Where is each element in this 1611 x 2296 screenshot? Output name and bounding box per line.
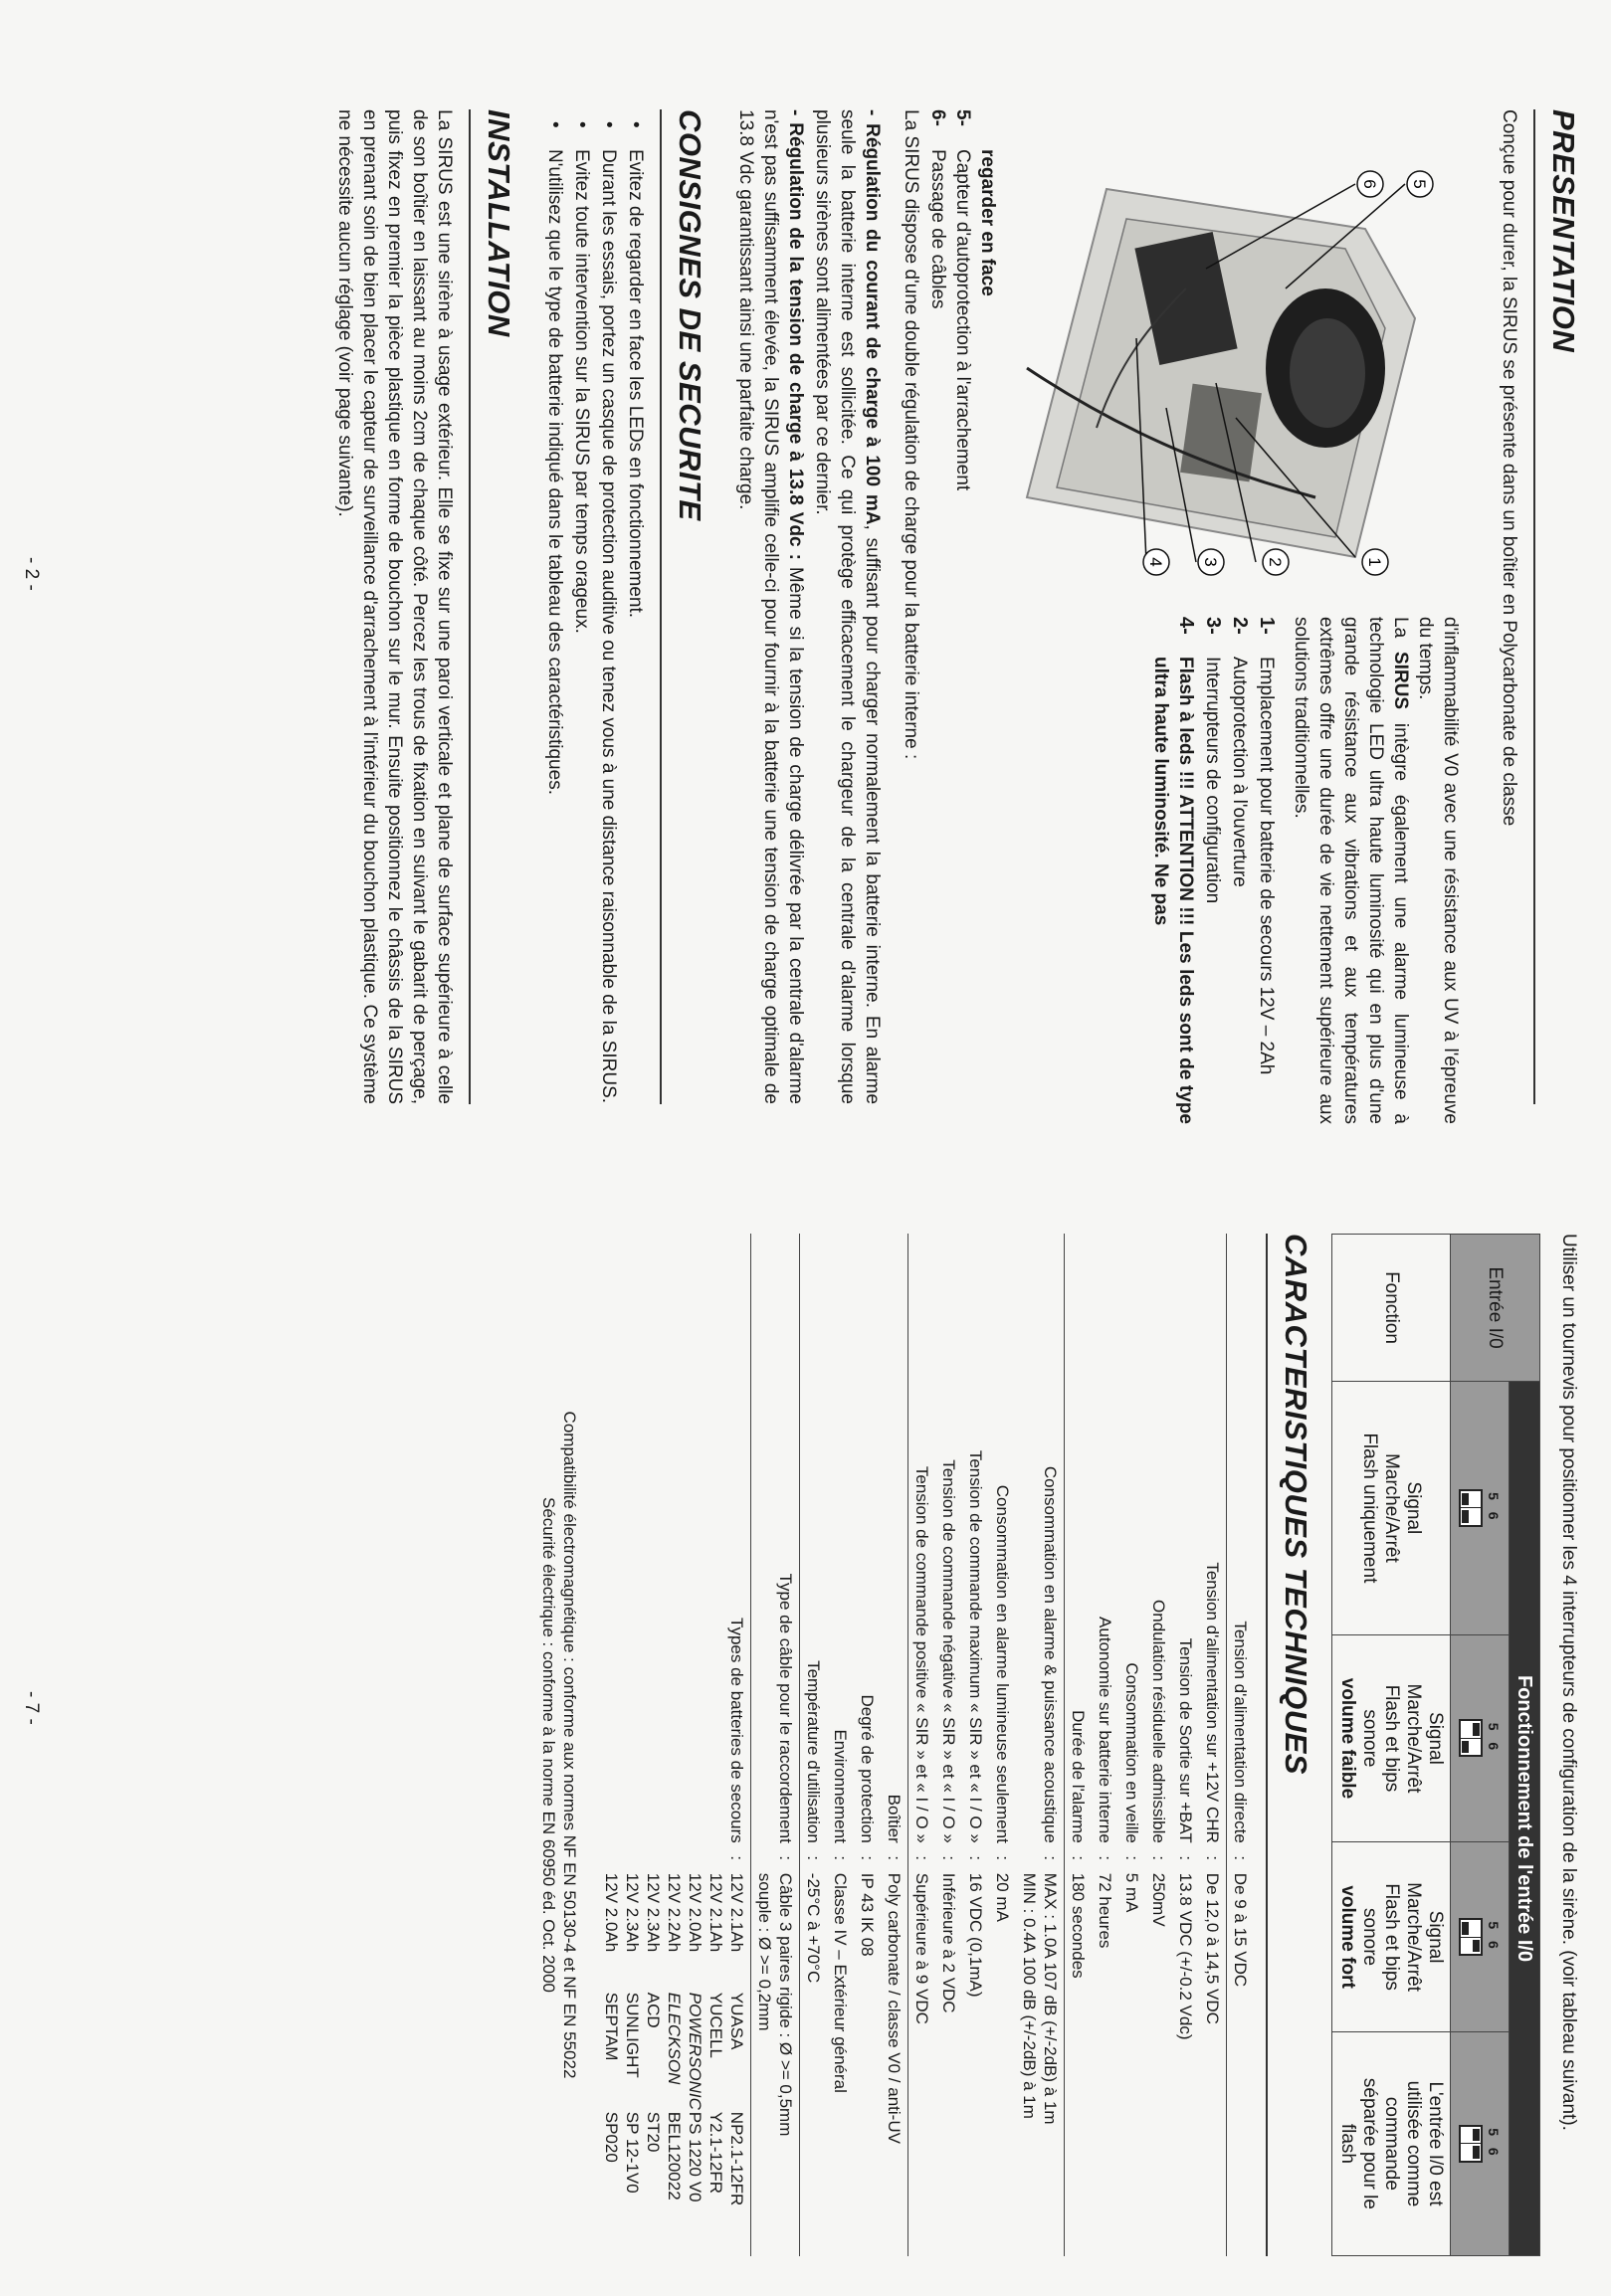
callout-3: 3: [1201, 557, 1220, 567]
function-line: Flash et bips: [1381, 1883, 1402, 1991]
spec-row: [598, 1234, 751, 2256]
spec-value: [935, 1869, 962, 2256]
feature-number: 4-: [1175, 617, 1197, 635]
feature-item: [1254, 617, 1279, 1124]
spec-row: [1145, 1234, 1172, 2256]
spec-label: Type de câble pour le raccordement: [751, 1234, 800, 1847]
screwdriver-instruction: Utiliser un tournevis pour positionner les 4 interrupteurs de configuration de la sirène. (voir tableau suivant).: [1558, 1234, 1579, 2131]
spec-value: [1145, 1869, 1172, 2256]
spec-row: [1172, 1234, 1199, 2256]
spec-colon: :: [751, 1847, 800, 1869]
spec-value-line: MAX : 1.0A 107 dB (+/-2dB) à 1m: [1041, 1872, 1060, 2125]
regulation-voltage-title: - Régulation de la tension de charge à 13.8 Vdc :: [785, 109, 806, 560]
safety-list: [542, 109, 648, 1104]
spec-value-line: Classe IV – Extérieur général: [831, 1872, 850, 2093]
battery-field: PS 1220 V0: [686, 2111, 705, 2202]
battery-item: [664, 1873, 685, 2252]
safety-title: CONSIGNES DE SECURITE: [673, 109, 707, 521]
function-line: Marche/Arrêt: [1381, 1452, 1402, 1563]
spec-label: Température d'utilisation: [800, 1234, 828, 1847]
function-line: sonore: [1359, 1709, 1380, 1768]
spec-value-line: MIN : 0.4A 100 dB (+/-2dB) à 1m: [1020, 1872, 1039, 2119]
spec-value: [962, 1869, 989, 2256]
battery-field: SUNLIGHT: [623, 1992, 642, 2078]
spec-row: [751, 1234, 800, 2256]
feature-text: Passage de câbles: [927, 149, 948, 309]
safety-item: • Evitez toute intervention sur la SIRUS par temps orageux.: [569, 149, 594, 1104]
spec-value-line: De 12,0 à 14,5 VDC: [1203, 1872, 1222, 2024]
feature-item: [1200, 617, 1225, 1124]
feature-item: [925, 109, 950, 490]
text-pre: La: [1390, 617, 1411, 652]
spec-value-line: 250mV: [1149, 1872, 1168, 1927]
charge-regulation: [733, 109, 923, 1104]
switch-config: [1451, 1842, 1510, 2032]
spec-colon: :: [800, 1847, 828, 1869]
regulation-voltage: [733, 109, 808, 1104]
specs-title: CARACTERISTIQUES TECHNIQUES: [1279, 1234, 1313, 1775]
installation-text: La SIRUS est une sirène à usage extérieur. Elle se fixe sur une paroi verticale et plane de surface supérieure à celle de son boîtier en laissant au moins 2cm de chaque côté. Percez les trous de fixation en suivant le gabarit de perçage, puis fixez en premier la pièce plastique en forme de bouchon sur le mur. Ensuite positionnez le châssis de la SIRUS en prenant soin de bien placer le capteur de surveillance d'arrachement à l'intérieur du bouchon plastique. Ce système ne nécessite aucun réglage (voir page suivante).: [334, 109, 455, 1104]
spec-label: Boîtier: [885, 1794, 904, 1843]
spec-value: [881, 1869, 908, 2256]
battery-item: [622, 1873, 643, 2252]
function-line: Marche/Arrêt: [1403, 1683, 1424, 1794]
spec-label: Tension de Sortie sur +BAT: [1176, 1637, 1195, 1843]
function-volume: volume fort: [1337, 1885, 1358, 1989]
spec-label: Environnement: [831, 1729, 850, 1843]
spec-value: [1199, 1869, 1227, 2256]
presentation-body: [927, 109, 1493, 1124]
spec-colon: :: [1203, 1855, 1222, 1861]
function-cell: [1332, 1634, 1451, 1842]
dip-switch-icon: [1459, 2125, 1505, 2163]
spec-row: [908, 1234, 936, 2256]
spec-value-line: 72 heures: [1096, 1872, 1114, 1949]
battery-field: POWERSONIC: [686, 1992, 705, 2110]
regulation-current: [810, 109, 885, 1104]
spec-row: [1092, 1234, 1118, 2256]
spec-row: [989, 1234, 1016, 2256]
spec-label: Tension de commande négative « SIR » et « I / O »: [939, 1459, 958, 1843]
text-post: intègre également une alarme lumineuse à technologie LED ultra haute luminosité qui en plus d'une grande résistance aux vibrations et aux températures extrêmes offre une durée de vie nettement supérieure aux solutions traditionnelles.: [1291, 617, 1411, 1124]
presentation-text-1: d'inflammabilité V0 avec une résistance aux UV à l'épreuve du temps.: [1415, 617, 1461, 1124]
battery-list: [598, 1869, 751, 2256]
spec-row: [1227, 1234, 1255, 2256]
dip-switch-icon: [1459, 1918, 1505, 1956]
battery-item: [601, 1873, 622, 2252]
spec-value-line: 13.8 VDC (+/-0.2 Vdc): [1176, 1872, 1195, 2040]
spec-colon: :: [966, 1855, 985, 1861]
feature-number: 6-: [927, 109, 948, 126]
spec-colon: :: [908, 1847, 936, 1869]
spec-value: [827, 1869, 854, 2256]
feature-item: [950, 109, 975, 490]
function-line: sonore: [1359, 1908, 1380, 1967]
input-header: Entrée I/0: [1451, 1235, 1540, 1382]
battery-field: BEL120022: [665, 2111, 684, 2200]
spec-label: Ondulation résiduelle admissible: [1149, 1600, 1168, 1843]
spec-value-line: 180 secondes: [1069, 1872, 1088, 1979]
spec-colon: :: [831, 1855, 850, 1861]
battery-field: Y2.1-12FR: [706, 2111, 725, 2194]
callout-4: 4: [1146, 557, 1165, 567]
spec-value-line: -25°C à +70°C: [804, 1872, 823, 1984]
spec-value-line: 20 mA: [993, 1872, 1012, 1922]
spec-colon: :: [1227, 1847, 1255, 1869]
spec-value: [908, 1869, 936, 2256]
spec-row: [1199, 1234, 1227, 2256]
page-number: - 2 -: [21, 557, 42, 591]
spec-label: Consommation en alarme lumineuse seulement: [993, 1484, 1012, 1843]
switch-config: [1451, 1634, 1510, 1842]
safety-item: • Durant les essais, portez un casque de protection auditive ou tenez vous à une distance raisonnable de la SIRUS.: [596, 149, 621, 1104]
page-7: [0, 1174, 1611, 2296]
switch-config: [1451, 1382, 1510, 1635]
spec-label: Tension de commande maximum « SIR » et « I / O »: [966, 1449, 985, 1843]
spec-label: Consommation en alarme & puissance acoustique: [1041, 1465, 1060, 1843]
battery-item: [643, 1873, 664, 2252]
spec-value: [1172, 1869, 1199, 2256]
battery-field: 12V 2.3Ah: [623, 1872, 642, 1953]
spec-value-line: Poly carbonate / classe V0 / anti-UV: [885, 1872, 904, 2144]
spec-value: [1065, 1869, 1093, 2256]
spec-value-line: IP 43 IK 08: [858, 1872, 877, 1957]
switch-numbers: 5 6: [1486, 1921, 1502, 1953]
function-line: flash: [1337, 2123, 1358, 2164]
spec-value: [1118, 1869, 1145, 2256]
spec-label: Tension de commande positive « SIR » et « I / O »: [908, 1234, 936, 1847]
spec-colon: :: [1149, 1855, 1168, 1861]
regulation-current-title: - Régulation du courant de charge à 100 mA: [862, 109, 883, 525]
battery-item: [726, 1873, 747, 2252]
feature-text: Capteur d'autoprotection à l'arrachement: [952, 149, 973, 491]
spec-value: [800, 1869, 828, 2256]
spec-label: Consommation en veille: [1122, 1662, 1141, 1843]
spec-label: Types de batteries de secours: [727, 1618, 746, 1843]
battery-item: [705, 1873, 726, 2252]
feature-list: [1148, 617, 1279, 1124]
title-rule: [1533, 109, 1535, 1104]
page-2: [0, 0, 1611, 1144]
function-line: utilisée comme: [1403, 2080, 1424, 2207]
brand-name: SIRUS: [1390, 652, 1411, 710]
switch-numbers: 5 6: [1486, 2128, 1502, 2160]
spec-colon: :: [993, 1855, 1012, 1861]
presentation-text-2: [1289, 617, 1413, 1124]
battery-field: YUASA: [727, 1992, 746, 2050]
battery-field: 12V 2.0Ah: [602, 1872, 621, 1953]
function-line: Signal: [1403, 1481, 1424, 1535]
spec-value-line: Inférieure à 2 VDC: [939, 1872, 958, 2013]
presentation-intro: Conçue pour durer, la SIRUS se présente dans un boîtier en Polycarbonate de classe: [1499, 109, 1519, 827]
spec-value-line: Câble 3 paires rigide : Ø >= 0,5mm: [776, 1872, 795, 2137]
spec-row: [1065, 1234, 1093, 2256]
feature-number: 1-: [1256, 617, 1278, 635]
spec-value-line: 16 VDC (0,1mA): [966, 1872, 985, 1998]
callout-5: 5: [1410, 179, 1429, 189]
electrical-safety: Sécurité électrique : conforme à la norme EN 60950 éd. Oct. 2000: [539, 1497, 558, 1993]
spec-colon: :: [727, 1855, 746, 1861]
specs-table: [598, 1234, 1254, 2256]
regulation-voltage-text: Même si la tension de charge délivrée par la centrale d'alarme n'est pas suffisamment élevée, la SIRUS amplifie celle-ci pour fournir à la batterie une tension de charge optimale de 13.8 Vdc garantissant ainsi une parfaite charge.: [735, 109, 806, 1104]
feature-text: Interrupteurs de configuration: [1202, 657, 1223, 904]
regulation-intro: La SIRUS dispose d'une double régulation de charge pour la batterie interne :: [901, 109, 921, 760]
feature-number: 3-: [1202, 617, 1224, 635]
switch-numbers: 5 6: [1486, 1492, 1502, 1524]
feature-continuation: regarder en face: [977, 149, 998, 296]
battery-field: 12V 2.1Ah: [706, 1872, 725, 1953]
function-table: [1331, 1234, 1540, 2256]
dip-switch-icon: [1459, 1719, 1505, 1757]
feature-text: Autoprotection à l'ouverture: [1229, 657, 1250, 887]
spec-value: [1092, 1869, 1118, 2256]
page-number: - 7 -: [21, 1691, 42, 1725]
operation-header: Fonctionnement de l'entrée I/0: [1510, 1382, 1540, 2256]
battery-field: ACD: [644, 1992, 663, 2028]
function-cell: [1332, 1842, 1451, 2032]
spec-row: [854, 1234, 881, 2256]
spec-value-line: Supérieure à 9 VDC: [912, 1872, 931, 2024]
safety-item: • Evitez de regarder en face les LEDs en fonctionnement.: [623, 149, 648, 1104]
feature-number: 5-: [952, 109, 973, 126]
spec-colon: :: [1041, 1855, 1060, 1861]
feature-number: 2-: [1229, 617, 1251, 635]
function-line: Marche/Arrêt: [1403, 1882, 1424, 1992]
title-rule: [660, 109, 662, 1104]
spec-value: [751, 1869, 800, 2256]
spec-row: [827, 1234, 854, 2256]
safety-item: • N'utilisez que le type de batterie indiqué dans le tableau des caractéristiques.: [542, 149, 567, 1104]
spec-label: Tension d'alimentation directe: [1227, 1234, 1255, 1847]
battery-field: ST20: [644, 2111, 663, 2153]
battery-field: 12V 2.3Ah: [644, 1872, 663, 1953]
spec-value: [1016, 1869, 1065, 2256]
function-line: séparée pour le: [1359, 2077, 1380, 2209]
function-label: Fonction: [1332, 1235, 1451, 1382]
switch-config: [1451, 2031, 1510, 2255]
battery-field: 12V 2.1Ah: [727, 1872, 746, 1953]
feature-text: Flash à leds !!! ATTENTION !!! Les leds sont de type ultra haute luminosité. Ne pas: [1150, 657, 1196, 1124]
battery-field: NP2.1-12FR: [727, 2111, 746, 2206]
battery-field: SP 12-1V0: [623, 2111, 642, 2194]
battery-field: 12V 2.2Ah: [665, 1872, 684, 1953]
emc-compliance: Compatibilité électromagnétique : conforme aux normes NF EN 50130-4 et NF EN 55022: [560, 1411, 579, 2079]
spec-row: [1118, 1234, 1145, 2256]
function-line: commande: [1381, 2096, 1402, 2191]
callout-1: 1: [1365, 557, 1384, 567]
spec-value: [854, 1869, 881, 2256]
feature-item: [1148, 617, 1198, 1124]
spec-colon: :: [939, 1855, 958, 1861]
function-line: Flash et bips: [1381, 1684, 1402, 1793]
battery-field: YUCELL: [706, 1992, 725, 2058]
title-rule: [469, 109, 471, 1104]
function-line: Flash uniquement: [1359, 1433, 1380, 1584]
switch-numbers: 5 6: [1486, 1722, 1502, 1755]
spec-row: [800, 1234, 828, 2256]
function-cell: [1332, 1382, 1451, 1635]
spec-colon: :: [885, 1855, 904, 1861]
spec-value-line: 5 mA: [1122, 1872, 1141, 1913]
spec-colon: :: [858, 1855, 877, 1861]
spec-value-line: souple : Ø >= 0,2mm: [755, 1872, 774, 2031]
spec-value: [1227, 1869, 1255, 2256]
battery-field: ELECKSON: [665, 1992, 684, 2085]
presentation-title: PRESENTATION: [1546, 109, 1581, 353]
spec-row: [881, 1234, 908, 2256]
spec-value: [989, 1869, 1016, 2256]
installation-title: INSTALLATION: [482, 109, 516, 337]
spec-colon: :: [1096, 1855, 1114, 1861]
compliance-notes: [538, 1234, 580, 2256]
spec-value-line: De 9 à 15 VDC: [1231, 1872, 1250, 1988]
presentation-description: [1146, 617, 1463, 1124]
spec-colon: :: [1122, 1855, 1141, 1861]
feature-text: Emplacement pour batterie de secours 12V – 2Ah: [1256, 657, 1277, 1075]
function-line: Signal: [1425, 1712, 1446, 1765]
function-volume: volume faible: [1337, 1677, 1358, 1800]
spec-row: [935, 1234, 962, 2256]
presentation-bottom: [925, 109, 1000, 490]
regulation-current-text: , suffisant pour charger normalement la batterie interne. En alarme seule la batterie interne est sollicitée. Ce qui protège efficacement le chargeur de la centrale d'alarme lorsque plusieurs sirènes sont alimentées par ce dernier.: [812, 109, 883, 1105]
spec-label: Durée de l'alarme: [1065, 1234, 1093, 1847]
function-line: L'entrée I/0 est: [1425, 2081, 1446, 2206]
spec-label: Autonomie sur batterie interne: [1096, 1617, 1114, 1843]
battery-field: SP020: [602, 2111, 621, 2163]
spec-label: Tension d'alimentation sur +12V CHR: [1203, 1562, 1222, 1843]
siren-photo: [1007, 169, 1445, 577]
spec-row: [962, 1234, 989, 2256]
spec-row: [1016, 1234, 1065, 2256]
battery-item: [685, 1873, 705, 2252]
feature-item: [1227, 617, 1252, 1124]
battery-field: SEPTAM: [602, 1992, 621, 2061]
spec-colon: :: [1176, 1855, 1195, 1861]
battery-field: 12V 2.0Ah: [686, 1872, 705, 1953]
function-line: Signal: [1425, 1910, 1446, 1964]
dip-switch-icon: [1459, 1489, 1505, 1527]
callout-6: 6: [1360, 179, 1379, 189]
spec-colon: :: [1065, 1847, 1093, 1869]
safety-section: [542, 109, 707, 1104]
function-cell: [1332, 2031, 1451, 2255]
title-rule: [1266, 1234, 1268, 2256]
spec-label: Degré de protection: [858, 1694, 877, 1843]
callout-2: 2: [1266, 557, 1285, 567]
installation-section: [332, 109, 516, 1104]
